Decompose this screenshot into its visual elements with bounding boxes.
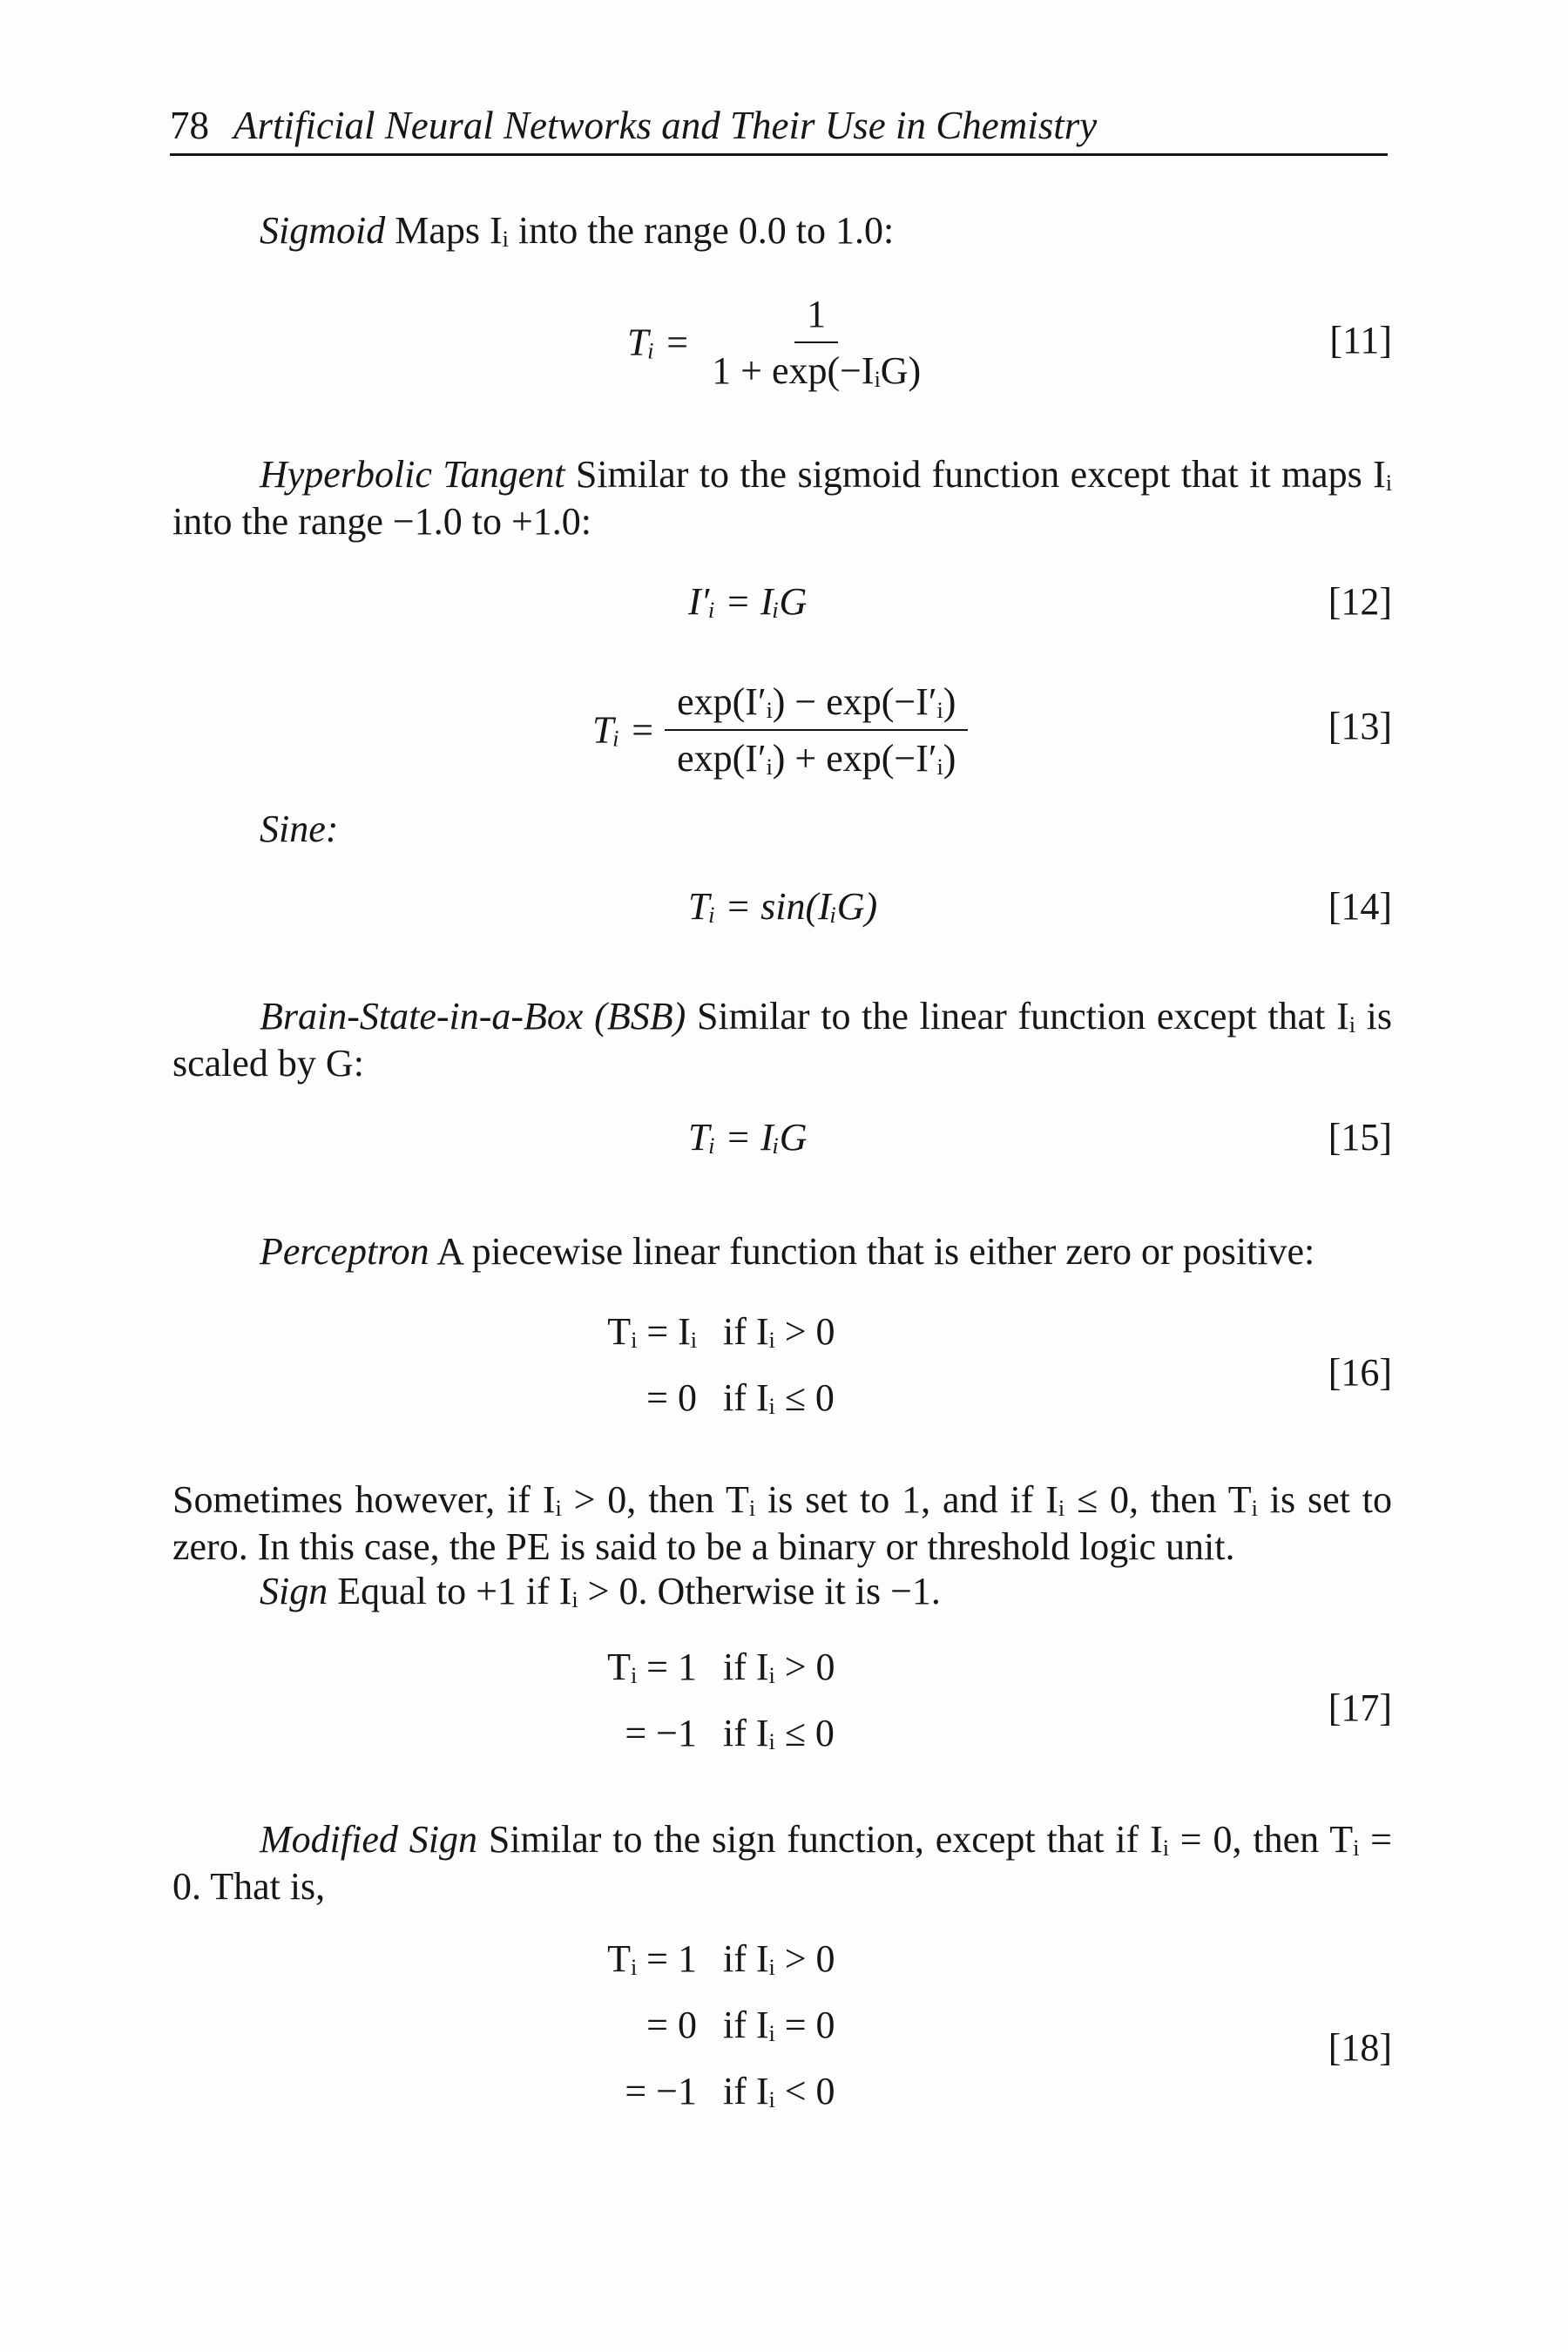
- equation-13: [592, 679, 968, 781]
- eq17-row-condition: if Iᵢ ≤ 0: [723, 1711, 835, 1754]
- eq15-label: [15]: [1328, 1116, 1392, 1159]
- eq17-row-condition: if Iᵢ > 0: [723, 1645, 835, 1688]
- eq18-row-lhs: = 0: [646, 2003, 697, 2046]
- eq16-row-condition: if Iᵢ ≤ 0: [723, 1375, 835, 1419]
- eq13-denominator: exp(I′ᵢ) + exp(−I′ᵢ): [677, 737, 956, 780]
- eq16-row-condition: if Iᵢ > 0: [723, 1309, 835, 1353]
- equation-17: [531, 1633, 950, 1766]
- eq16-label: [16]: [1328, 1351, 1392, 1394]
- eq12-label: [12]: [1328, 580, 1392, 623]
- bsb-text: Similar to the linear function except that Iᵢ is scaled by G:: [172, 995, 1392, 1085]
- sign-paragraph: [172, 1568, 1392, 1615]
- eq17-row: [531, 1633, 950, 1700]
- eq14-label: [14]: [1328, 885, 1392, 928]
- sigmoid-term: Sigmoid: [260, 209, 386, 252]
- tanh-paragraph: [172, 451, 1392, 545]
- eq17-row-lhs: = −1: [625, 1711, 697, 1754]
- page-number: 78: [170, 104, 209, 147]
- perceptron-paragraph: [172, 1228, 1392, 1275]
- eq18-row-condition: if Iᵢ = 0: [723, 2003, 835, 2046]
- eq18-label: [18]: [1328, 2026, 1392, 2069]
- equation-18: [531, 1925, 950, 2124]
- sigmoid-paragraph: [172, 207, 1392, 254]
- eq16-row: [531, 1298, 950, 1364]
- eq11-denominator: 1 + exp(−IᵢG): [712, 349, 922, 392]
- sigmoid-text: Maps Iᵢ into the range 0.0 to 1.0:: [385, 209, 895, 252]
- tanh-text: Similar to the sigmoid function except that it maps Iᵢ into the range −1.0 to +1.0:: [172, 453, 1392, 543]
- sign-text: Equal to +1 if Iᵢ > 0. Otherwise it is −1.: [328, 1570, 941, 1612]
- eq18-row: [531, 2058, 950, 2124]
- eq11-label: [11]: [1329, 319, 1392, 362]
- equation-15: Tᵢ = IᵢG: [688, 1116, 808, 1159]
- equation-16: [531, 1298, 950, 1430]
- modsign-text: Similar to the sign function, except that if Iᵢ = 0, then Tᵢ = 0. That is,: [172, 1818, 1392, 1908]
- equation-11: [627, 292, 933, 393]
- eq11-lhs: Tᵢ =: [627, 321, 691, 364]
- running-title: Artificial Neural Networks and Their Use in Chemistry: [233, 104, 1098, 147]
- eq13-lhs: Tᵢ =: [592, 708, 656, 752]
- bsb-term: Brain-State-in-a-Box (BSB): [260, 995, 686, 1037]
- eq18-row: [531, 1991, 950, 2058]
- running-header: [170, 103, 1388, 156]
- modsign-term: Modified Sign: [260, 1818, 477, 1861]
- eq18-row-condition: if Iᵢ > 0: [723, 1936, 835, 1980]
- tanh-term: Hyperbolic Tangent: [260, 453, 565, 496]
- perceptron-text: A piecewise linear function that is either zero or positive:: [429, 1230, 1315, 1273]
- sine-term: Sine:: [260, 808, 339, 850]
- eq13-numerator: exp(I′ᵢ) − exp(−I′ᵢ): [665, 679, 968, 731]
- sign-term: Sign: [260, 1570, 328, 1612]
- eq11-fraction: [700, 292, 933, 393]
- eq18-row-lhs: Tᵢ = 1: [607, 1936, 697, 1980]
- equation-14: Tᵢ = sin(IᵢG): [688, 885, 878, 928]
- eq16-row-lhs: Tᵢ = Iᵢ: [607, 1309, 697, 1353]
- eq18-row-condition: if Iᵢ < 0: [723, 2069, 835, 2112]
- eq16-row: [531, 1364, 950, 1430]
- eq18-row: [531, 1925, 950, 1991]
- eq18-row-lhs: = −1: [625, 2069, 697, 2112]
- perceptron-term: Perceptron: [260, 1230, 429, 1273]
- sometimes-paragraph: Sometimes however, if Iᵢ > 0, then Tᵢ is set to 1, and if Iᵢ ≤ 0, then Tᵢ is set to zero. In this case, the PE is said to be a binary or threshold logic unit.: [172, 1478, 1392, 1568]
- eq17-label: [17]: [1328, 1686, 1392, 1729]
- eq13-label: [13]: [1328, 705, 1392, 747]
- modsign-paragraph: [172, 1816, 1392, 1910]
- equation-12: I′ᵢ = IᵢG: [688, 580, 808, 623]
- eq17-row-lhs: Tᵢ = 1: [607, 1645, 697, 1688]
- bsb-paragraph: [172, 993, 1392, 1087]
- eq13-fraction: [665, 679, 968, 781]
- eq16-row-lhs: = 0: [646, 1375, 697, 1419]
- eq11-numerator: 1: [794, 292, 838, 343]
- eq17-row: [531, 1700, 950, 1766]
